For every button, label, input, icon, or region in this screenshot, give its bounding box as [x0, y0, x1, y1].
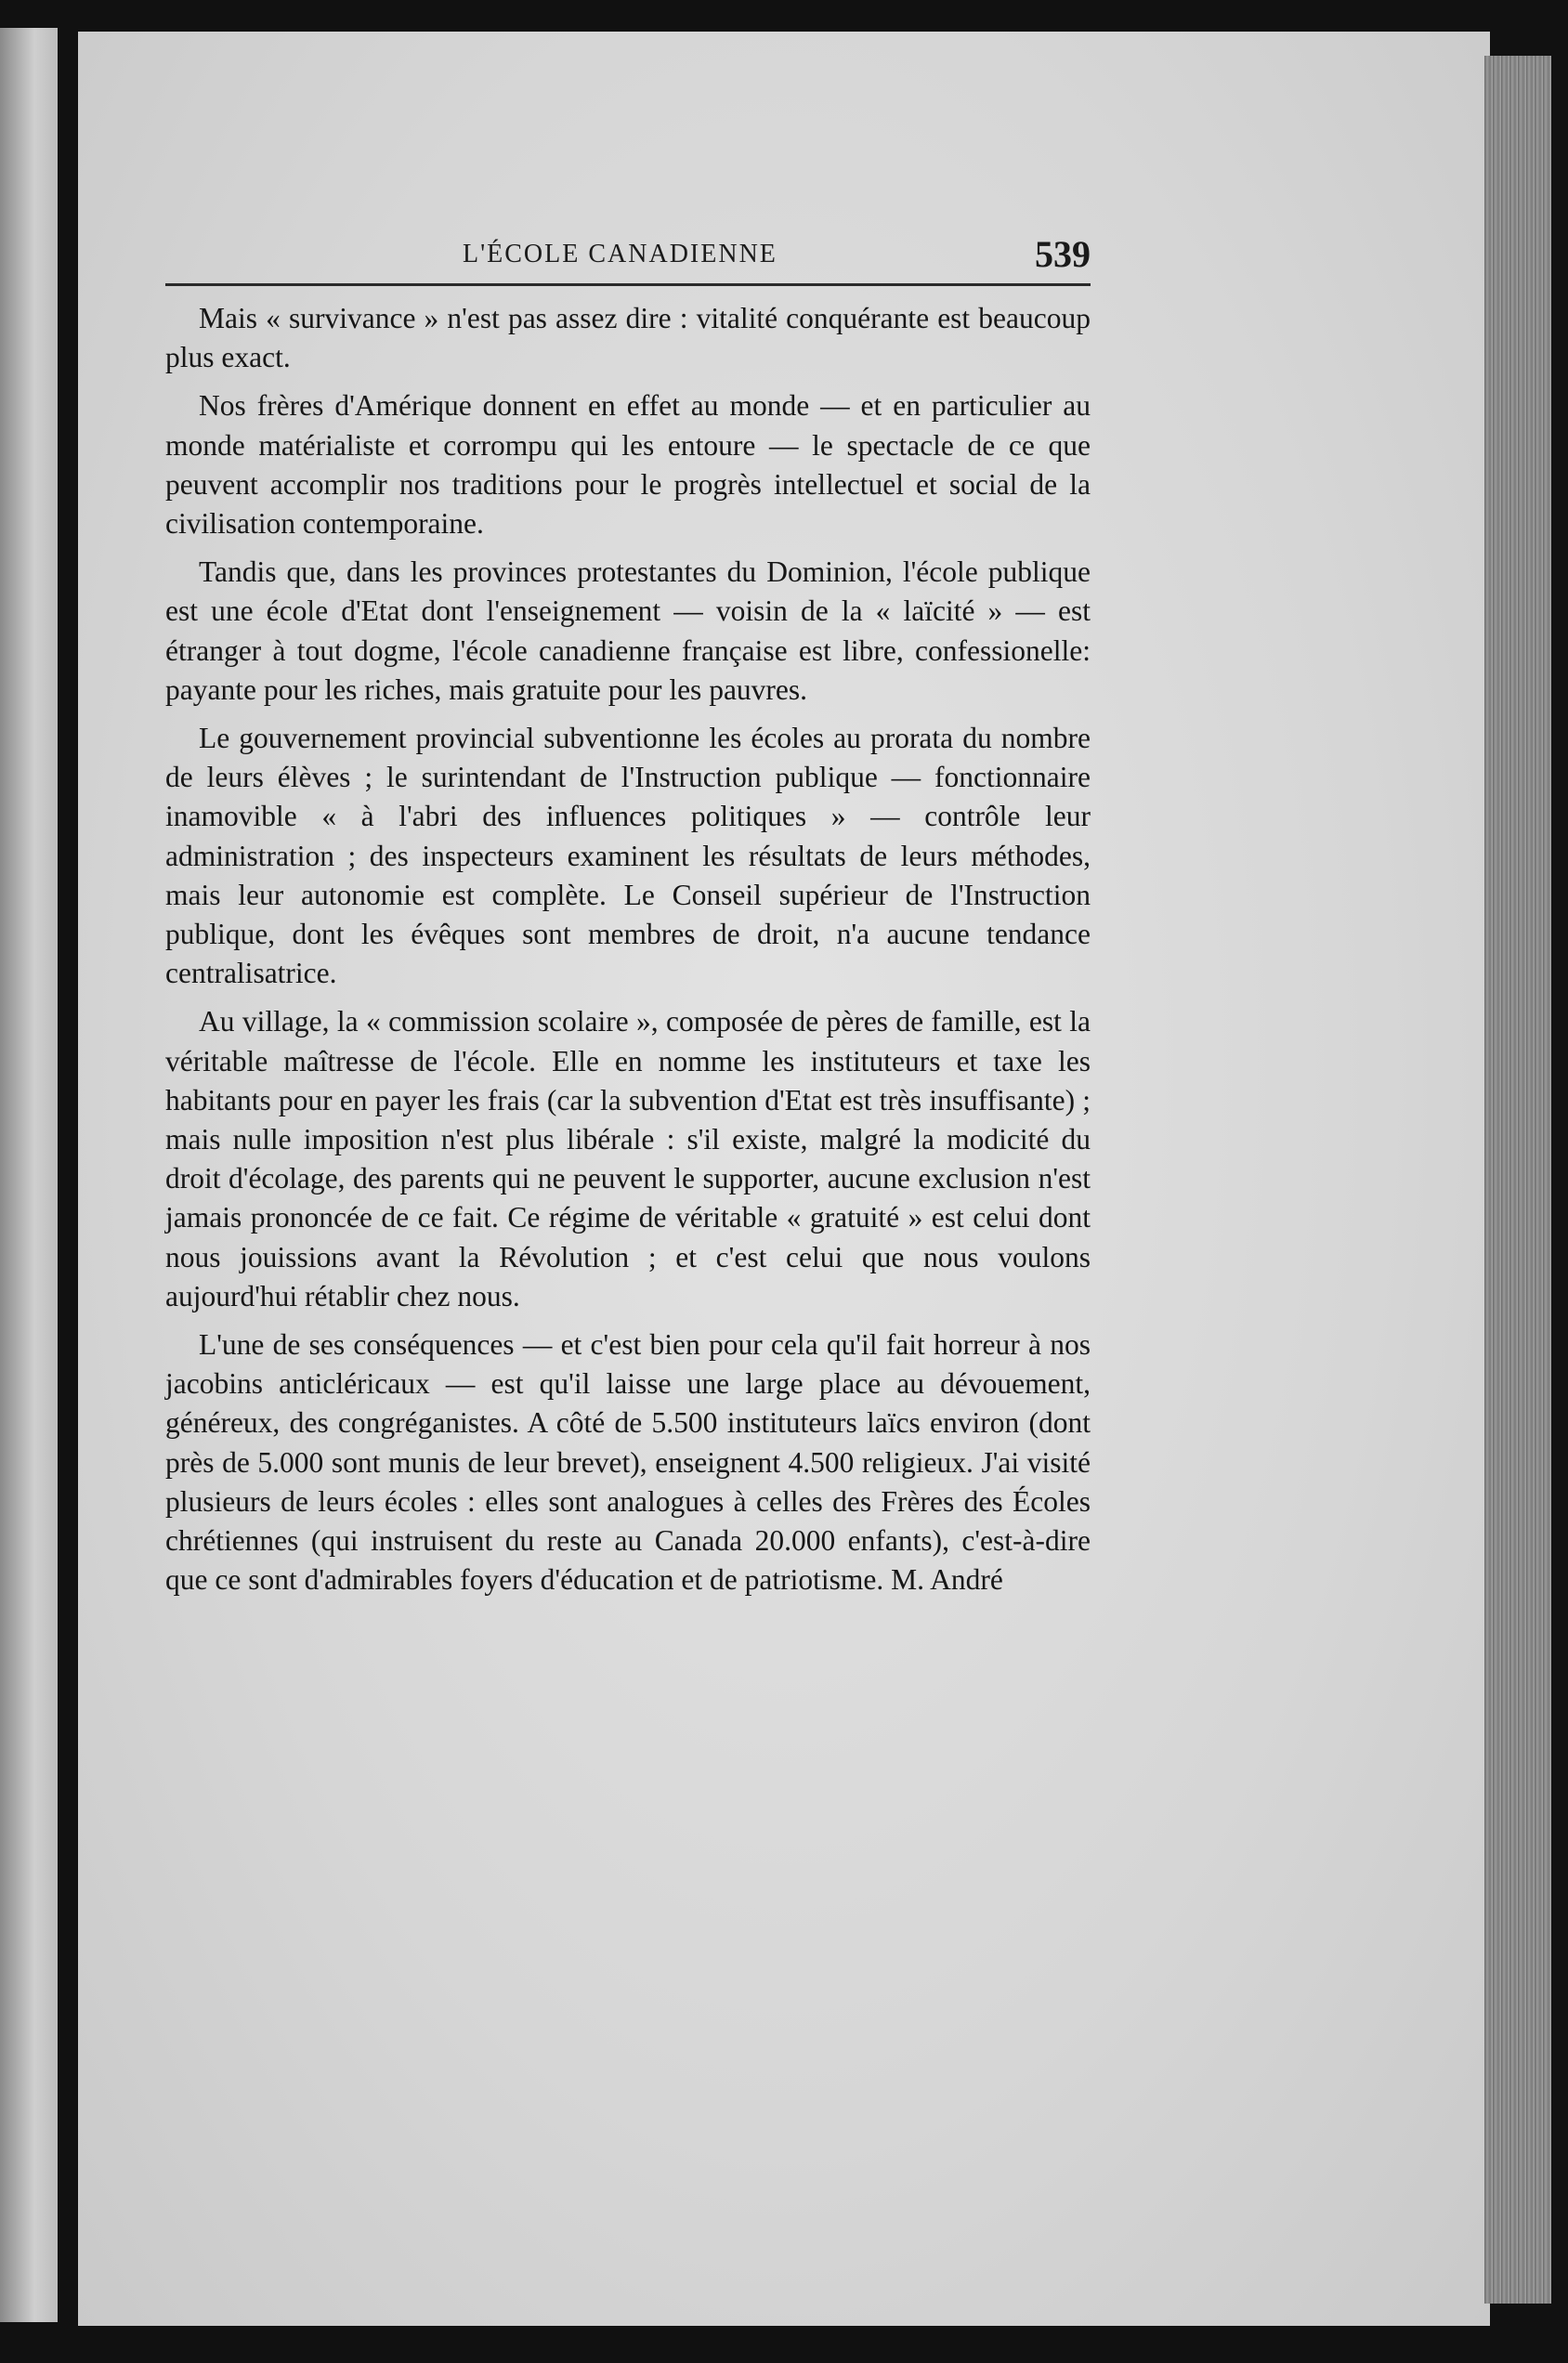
paragraph: Le gouvernement provincial subventionne les écoles au prorata du nombre de leurs élèves ; le surintendant de l'Instruction publique — fonctionnaire inamovible « à l'abri des influences politiques » — contrôle leur administration ; des inspecteurs examinent les résultats de leurs méthodes, mais leur autonomie est complète. Le Conseil supérieur de l'Instruction publique, dont les évêques sont membres de droit, n'a aucune tendance centralisatrice.: [165, 722, 1091, 990]
paragraph: Mais « survivance » n'est pas assez dire : vitalité conquérante est beaucoup plus exact.: [165, 302, 1091, 374]
page-stack-edges: [1484, 56, 1551, 2304]
facing-page-edge: [0, 28, 58, 2322]
paragraph: Nos frères d'Amérique donnent en effet au monde — et en particulier au monde matérialiste et corrompu qui les entoure — le spectacle de ce que peuvent accomplir nos traditions pour le progrès intellectuel et social de la civilisation contemporaine.: [165, 389, 1091, 541]
paragraph: Au village, la « commission scolaire », composée de pères de famille, est la véritable maîtresse de l'école. Elle en nomme les instituteurs et taxe les habitants pour en payer les frais (car la subvention d'Etat est très insuffisante) ; mais nulle imposition n'est plus libérale : s'il existe, malgré la modicité du droit d'écolage, des parents qui ne peuvent le supporter, aucune exclusion n'est jamais prononcée de ce fait. Ce régime de véritable « gratuité » est celui dont nous jouissions avant la Révolution ; et c'est celui que nous voulons aujourd'hui rétablir chez nous.: [165, 1005, 1091, 1312]
page-header: [165, 232, 1091, 288]
header-rule: [165, 283, 1091, 286]
page-number: 539: [1035, 233, 1091, 275]
paragraph: L'une de ses conséquences — et c'est bien pour cela qu'il fait horreur à nos jacobins anticléricaux — est qu'il laisse une large place au dévouement, généreux, des congréganistes. A côté de 5.500 instituteurs laïcs environ (dont près de 5.000 sont munis de leur brevet), enseignent 4.500 religieux. J'ai visité plusieurs de leurs écoles : elles sont analogues à celles des Frères des Écoles chrétiennes (qui instruisent du reste au Canada 20.000 enfants), c'est-à-dire que ce sont d'admirables foyers d'éducation et de patriotisme. M. André: [165, 1328, 1091, 1597]
paragraph: Tandis que, dans les provinces protestantes du Dominion, l'école publique est une école d'Etat dont l'enseignement — voisin de la « laïcité » — est étranger à tout dogme, l'école canadienne française est libre, confessionelle: payante pour les riches, mais gratuite pour les pauvres.: [165, 555, 1091, 706]
running-title: L'ÉCOLE CANADIENNE: [463, 240, 777, 268]
body-text: [165, 299, 1091, 1600]
